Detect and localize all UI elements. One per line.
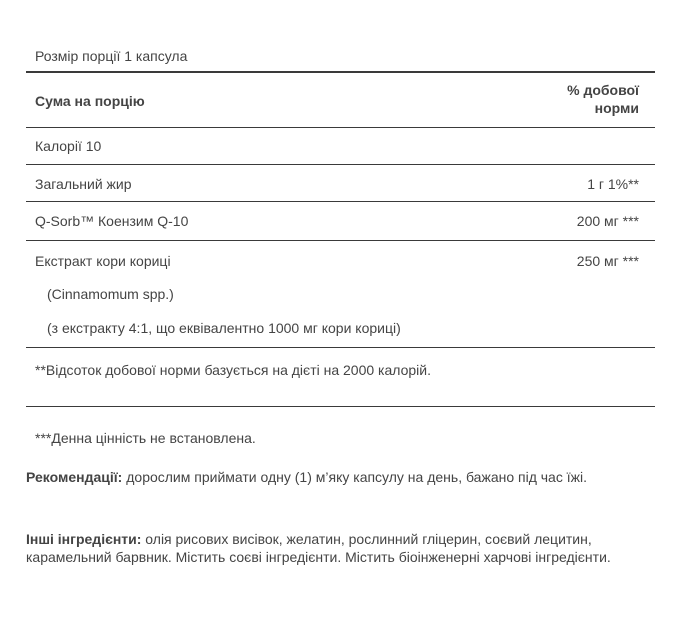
- table-row-calories: [26, 128, 655, 165]
- footnote-daily-value-row: [26, 348, 655, 407]
- recommendations-paragraph: [26, 468, 666, 486]
- table-header-row: [26, 72, 655, 128]
- cinnamon-label: Екстракт кори кориці: [35, 253, 171, 269]
- amount-per-serving-header: Сума на порцію: [35, 93, 145, 109]
- serving-size-text: Розмір порції 1 капсула: [35, 48, 188, 64]
- cinnamon-latin-name: (Cinnamomum spp.): [47, 286, 174, 302]
- daily-value-header: [539, 81, 639, 117]
- daily-value-header-line2: норми: [594, 100, 639, 116]
- table-row-cinnamon: [26, 241, 655, 348]
- other-ingredients-label: Інші інгредієнти:: [26, 531, 142, 547]
- other-ingredients-paragraph: [26, 530, 666, 566]
- other-ingredients-text: олія рисових висівок, желатин, рослинний гліцерин, соєвий лецитин, карамельний барвник. Містить соєві інгредієнти. Містить біоінженерні харчові інгредієнти.: [26, 531, 611, 565]
- recommendations-text: дорослим приймати одну (1) м’яку капсулу на день, бажано під час їжі.: [122, 469, 587, 485]
- table-row-total-fat: [26, 165, 655, 202]
- footnote-daily-value: **Відсоток добової норми базується на дієті на 2000 калорій.: [35, 362, 431, 378]
- supplement-facts-table: [26, 39, 655, 407]
- total-fat-label: Загальний жир: [35, 176, 132, 192]
- daily-value-header-line1: % добової: [567, 82, 639, 98]
- coq10-label: Q-Sorb™ Коензим Q-10: [35, 213, 189, 229]
- cinnamon-extract-note: (з екстракту 4:1, що еквівалентно 1000 мг кори кориці): [47, 320, 401, 336]
- total-fat-value: 1 г 1%**: [587, 176, 639, 192]
- coq10-value: 200 мг ***: [576, 213, 639, 229]
- calories-label: Калорії 10: [35, 138, 102, 154]
- cinnamon-value: 250 мг ***: [576, 253, 639, 269]
- recommendations-label: Рекомендації:: [26, 469, 123, 485]
- table-row-coq10: [26, 202, 655, 241]
- serving-size-row: [26, 39, 655, 72]
- footnote-not-established: ***Денна цінність не встановлена.: [35, 430, 256, 446]
